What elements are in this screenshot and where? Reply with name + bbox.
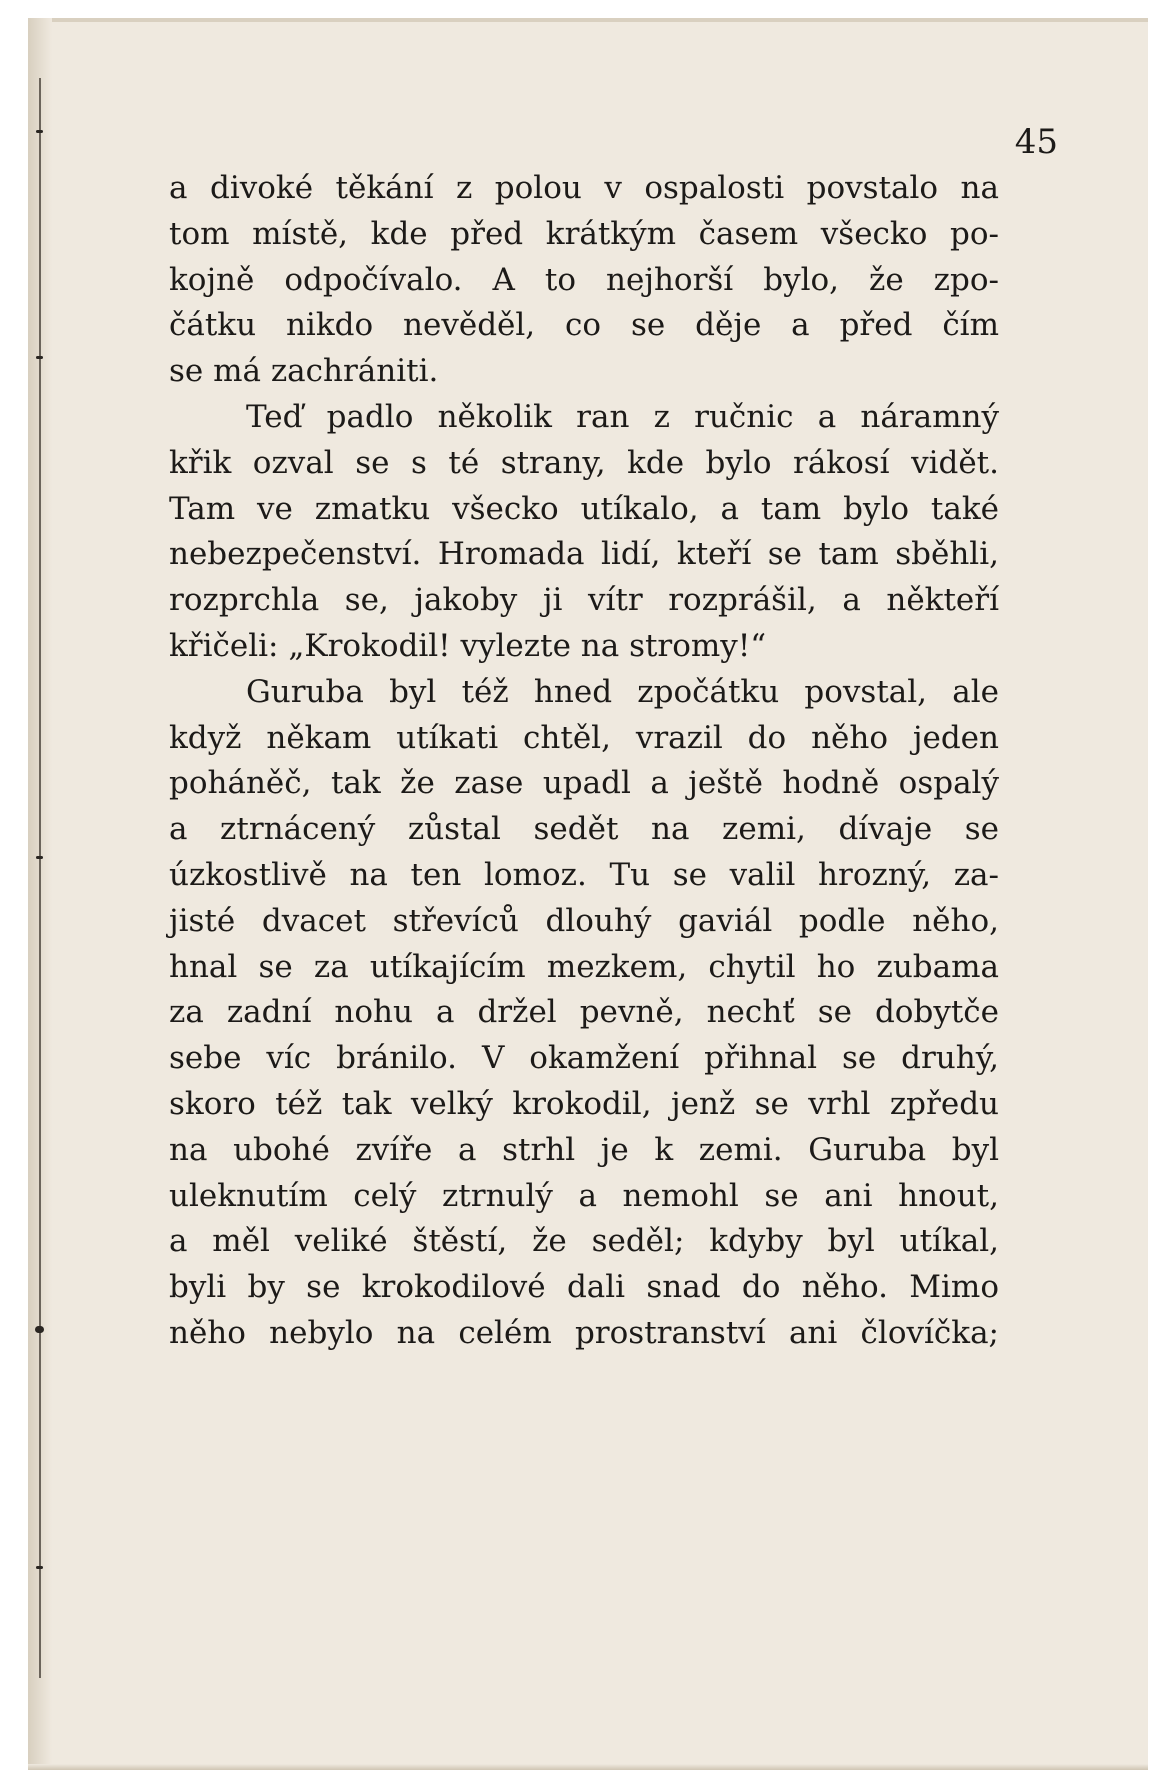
text-line: tom místě, kde před krátkým časem všecko po- [169,215,999,252]
text-line: kojně odpočívalo. A to nejhorší bylo, že zpo- [169,261,999,298]
binding-stitch [35,1326,44,1333]
text-line: a divoké těkání z polou v ospalosti povstalo na [169,170,999,206]
page-number: 45 [1014,122,1058,162]
page-bottom-edge [28,1764,1148,1770]
text-line: uleknutím celý ztrnulý a nemohl se ani hnout, [169,1177,999,1214]
text-line: když někam utíkati chtěl, vrazil do něho jeden [169,719,999,756]
text-line: úzkostlivě na ten lomoz. Tu se valil hrozný, za- [169,856,999,893]
text-line: jisté dvacet střevíců dlouhý gaviál podle něho, [169,902,999,939]
body-text [169,166,999,1357]
binding-gutter [28,18,52,1770]
text-line: na ubohé zvíře a strhl je k zemi. Guruba byl [169,1131,999,1168]
text-line: Guruba byl též hned zpočátku povstal, ale [246,673,999,710]
text-line: sebe víc bránilo. V okamžení přihnal se druhý, [169,1040,999,1077]
binding-thread [39,78,41,1678]
text-line: hnal se za utíkajícím mezkem, chytil ho zubama [169,948,999,985]
text-line: nebezpečenství. Hromada lidí, kteří se tam sběhli, [169,536,999,573]
text-line: Teď padlo několik ran z ručnic a náramný [246,398,999,435]
text-line: a ztrnácený zůstal sedět na zemi, dívaje se [169,811,999,848]
text-line: a měl veliké štěstí, že seděl; kdyby byl utíkal, [169,1223,999,1260]
binding-stitch [36,1566,43,1569]
binding-stitch [36,856,43,859]
text-line: křik ozval se s té strany, kde bylo rákosí vidět. [169,444,999,481]
page-top-edge [28,18,1148,22]
binding-stitch [36,130,43,133]
text-line: něho nebylo na celém prostranství ani človíčka; [169,1314,999,1351]
text-line: čátku nikdo nevěděl, co se děje a před čím [169,307,999,344]
book-page [28,18,1148,1770]
text-line: poháněč, tak že zase upadl a ještě hodně ospalý [169,765,999,802]
text-line: za zadní nohu a držel pevně, nechť se dobytče [169,994,999,1031]
text-line: skoro též tak velký krokodil, jenž se vrhl zpředu [169,1085,999,1122]
text-line: Tam ve zmatku všecko utíkalo, a tam bylo také [169,490,999,527]
text-line: se má zachrániti. [169,353,439,390]
text-line: rozprchla se, jakoby ji vítr rozprášil, a někteří [169,582,999,619]
binding-stitch [36,356,43,359]
text-line: byli by se krokodilové dali snad do něho. Mimo [169,1269,999,1306]
text-line: křičeli: „Krokodil! vylezte na stromy!“ [169,627,767,664]
